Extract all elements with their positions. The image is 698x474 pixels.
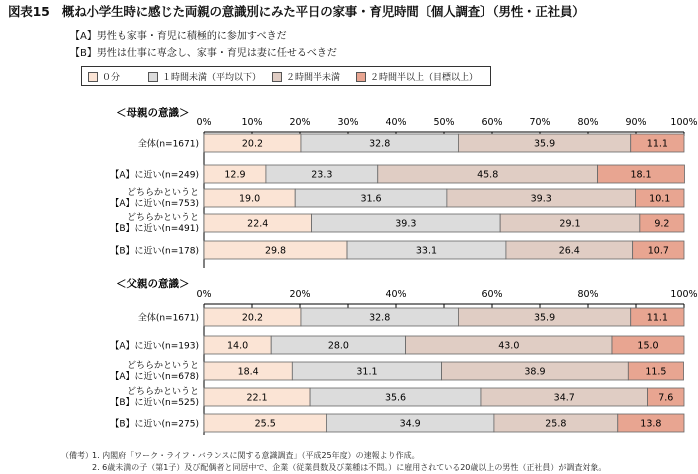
x-tick-label: 60% [481,289,503,300]
figure-title: 図表15 概ね小学生時に感じた両親の意識別にみた平日の家事・育児時間〔個人調査〕（男性・正社員） [8,4,585,19]
bar-value-label: 15.0 [637,340,659,352]
bar-value-label: 35.9 [533,138,556,150]
bar-value-label: 23.3 [311,169,333,181]
x-tick-label: 70% [529,117,551,128]
bar-value-label: 39.3 [395,218,417,230]
x-tick-label: 90% [625,117,647,128]
bar-value-label: 38.9 [524,366,546,378]
category-label-line2: 【B】に近い(n=525) [110,398,199,408]
bar-value-label: 22.1 [246,392,268,404]
category-label-line1: どちらかというと [126,188,199,198]
x-tick-label: 100% [670,289,698,300]
bar-value-label: 34.7 [553,392,575,404]
category-label-line1: どちらかというと [126,213,199,223]
x-tick-label: 60% [481,117,503,128]
x-tick-label: 20% [289,117,311,128]
legend [81,66,491,86]
category-label: 【B】に近い(n=275) [110,419,199,430]
chart-title: ＜父親の意識＞ [116,278,190,290]
bar-value-label: 25.5 [254,418,276,430]
x-tick-label: 10% [241,117,263,128]
bar-value-label: 31.1 [356,366,378,378]
mother-attitude-chart [0,104,698,274]
legend-swatch-1 [148,72,158,82]
bar-value-label: 34.9 [399,418,421,430]
bar-value-label: 10.7 [647,245,669,257]
legend-swatch-3 [356,72,366,82]
bar-value-label: 10.1 [649,193,671,205]
x-tick-label: 100% [670,117,698,128]
bar-value-label: 14.0 [227,340,249,352]
bar-value-label: 32.8 [369,138,391,150]
category-label-line2: 【A】に近い(n=753) [110,199,199,209]
bar-value-label: 25.8 [545,418,567,430]
category-label-line2: 【B】に近い(n=491) [110,224,199,234]
x-tick-label: 0% [196,289,212,300]
category-label: 全体(n=1671) [137,313,199,324]
x-tick-label: 80% [577,289,599,300]
bar-value-label: 43.0 [498,340,520,352]
bar-value-label: 12.9 [224,169,246,181]
bar-value-label: 29.1 [559,218,581,230]
statement-b: 【B】男性は仕事に専念し、家事・育児は妻に任せるべきだ [70,48,337,59]
category-label-line1: どちらかというと [126,361,199,371]
note-line-2: 2. 6歳未満の子（第1子）及び配偶者と同居中で、企業（従業員数及び業種は不問。）に雇用されている20歳以上の男性（正社員）が調査対象。 [92,463,607,472]
note-line-1: 1. 内閣府「ワーク・ライフ・バランスに関する意識調査」（平成25年度）の速報より作成。 [92,451,420,460]
bar-value-label: 33.1 [415,245,438,257]
legend-label-2: ２時間半未満 [286,73,341,83]
bar-value-label: 22.4 [247,218,269,230]
category-label: 【A】に近い(n=249) [110,170,199,181]
x-tick-label: 0% [196,117,212,128]
legend-label-0: ０分 [102,73,121,83]
x-tick-label: 40% [385,117,407,128]
bar-value-label: 28.0 [327,340,349,352]
bar-value-label: 45.8 [477,169,499,181]
bar-value-label: 11.5 [645,366,667,378]
category-label: 全体(n=1671) [137,139,199,150]
x-tick-label: 40% [385,289,407,300]
notes-prefix: （備考） [61,451,93,460]
bar-value-label: 11.1 [646,312,668,324]
chart-title: ＜母親の意識＞ [116,107,190,119]
bar-value-label: 31.6 [360,193,382,205]
legend-swatch-0 [88,72,98,82]
bar-value-label: 18.4 [237,366,259,378]
bar-value-label: 7.6 [658,392,674,404]
bar-value-label: 26.4 [558,245,580,257]
bar-value-label: 11.1 [646,138,668,150]
bar-value-label: 29.8 [264,245,287,257]
category-label-line2: 【A】に近い(n=678) [110,372,199,382]
x-tick-label: 50% [433,117,455,128]
father-attitude-chart [0,277,698,439]
statement-a: 【A】男性も家事・育児に積極的に参加すべきだ [70,31,287,42]
bar-value-label: 19.0 [239,193,261,205]
bar-value-label: 35.6 [384,392,407,404]
legend-label-1: １時間未満（平均以下） [162,73,262,83]
x-tick-label: 20% [289,289,311,300]
bar-value-label: 32.8 [369,312,391,324]
category-label: 【A】に近い(n=193) [110,341,199,352]
bar-value-label: 13.8 [640,418,662,430]
x-tick-label: 30% [337,117,359,128]
legend-label-3: ２時間半以上（目標以上） [370,73,479,83]
bar-value-label: 35.9 [533,312,556,324]
bar-value-label: 20.2 [241,138,264,150]
category-label-line1: どちらかというと [126,387,199,397]
bar-value-label: 20.2 [241,312,264,324]
x-tick-label: 80% [577,117,599,128]
bar-value-label: 18.1 [630,169,652,181]
category-label: 【B】に近い(n=178) [110,246,199,257]
bar-value-label: 9.2 [654,218,670,230]
bar-value-label: 39.3 [530,193,552,205]
legend-swatch-2 [272,72,282,82]
